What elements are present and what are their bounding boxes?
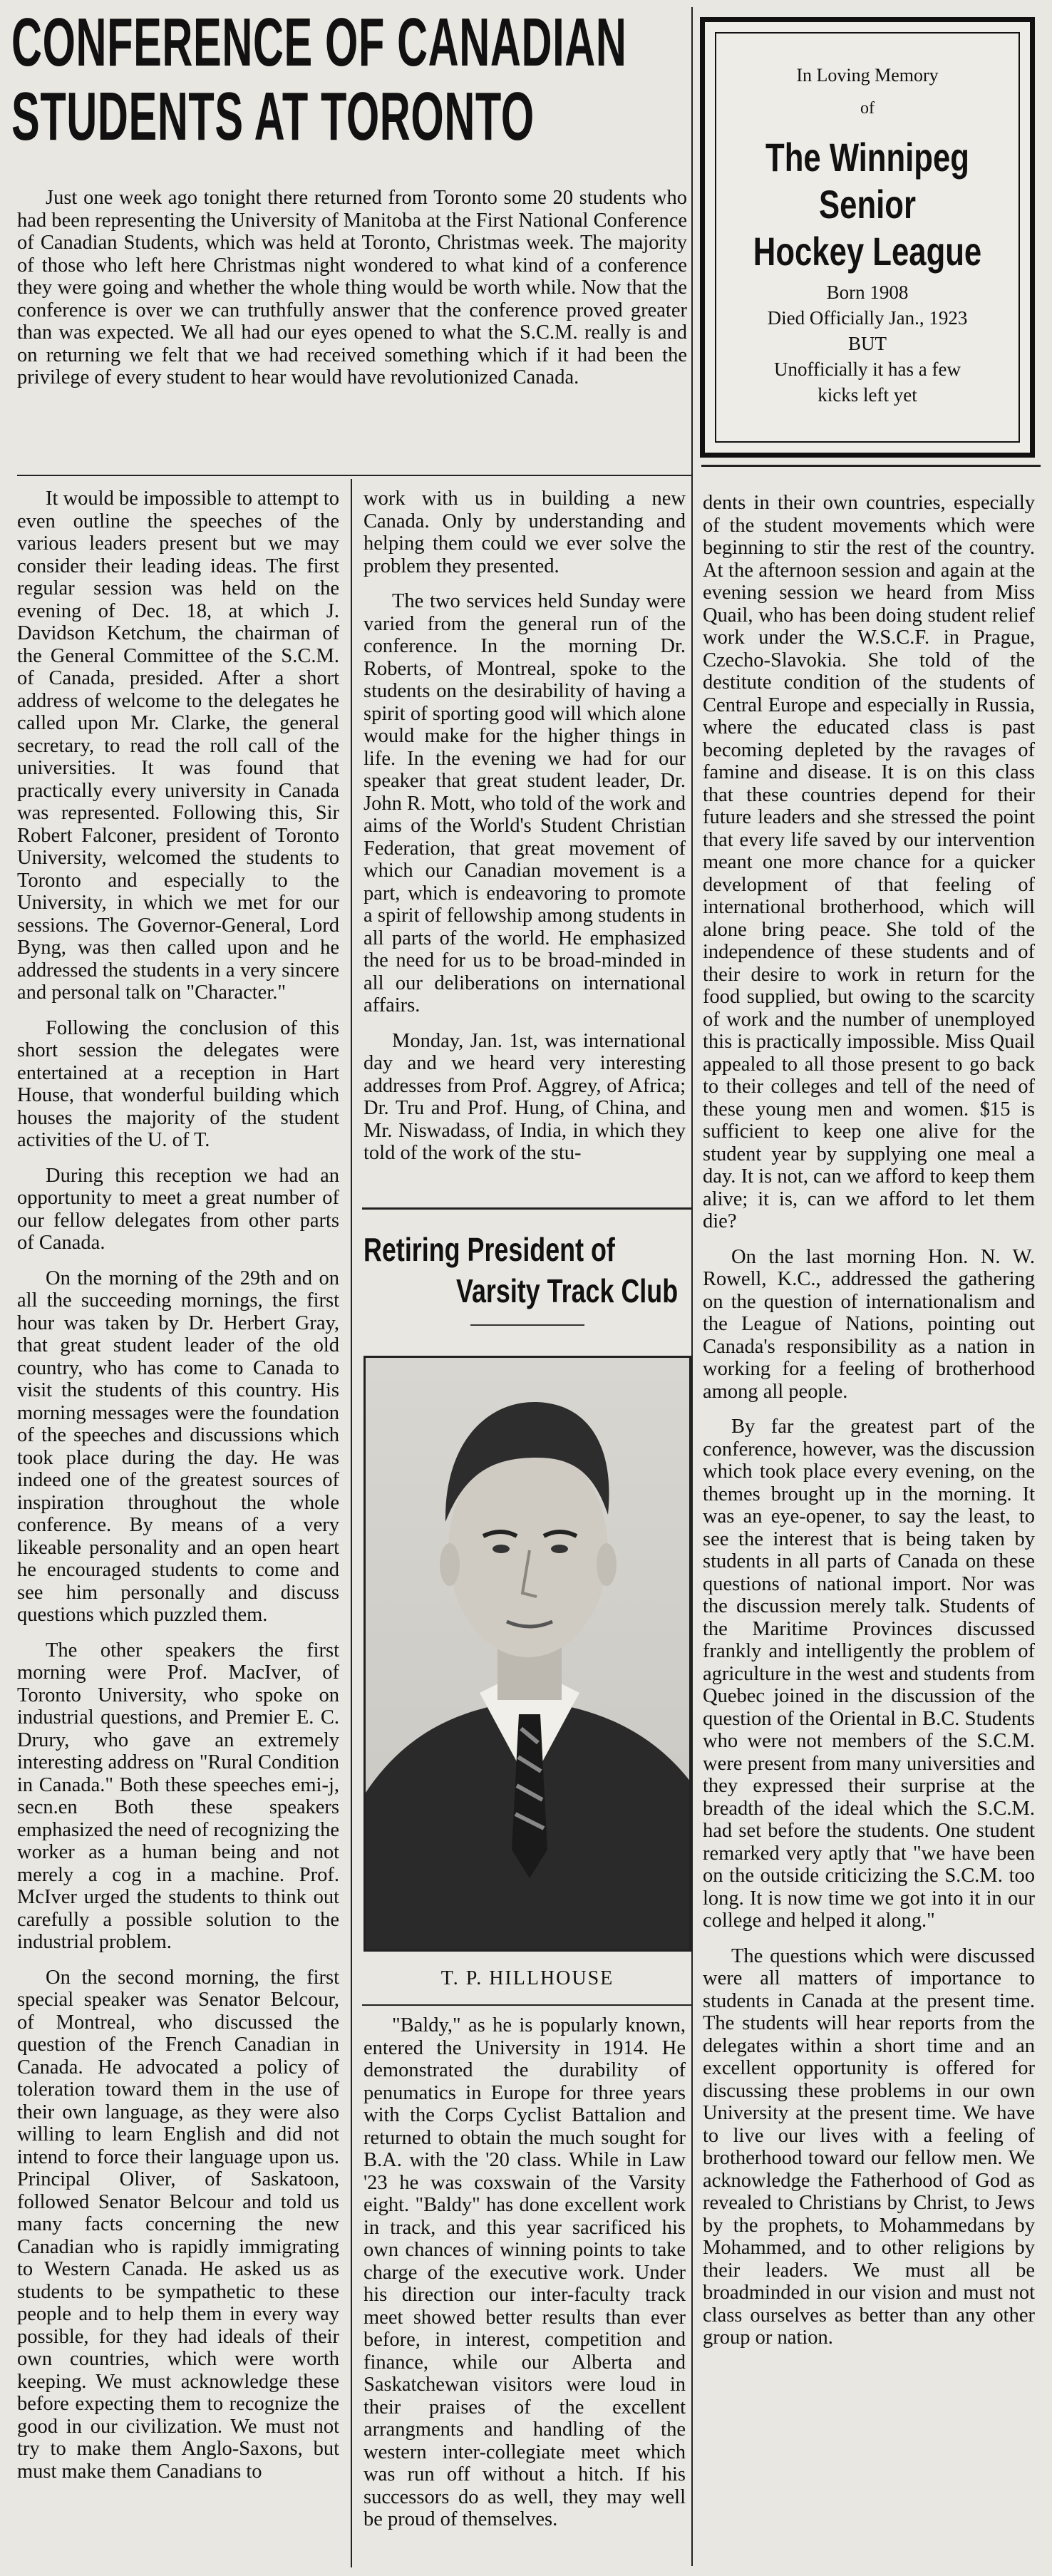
paragraph: It would be impossible to attempt to even outline the speeches of the various leaders present but we may consider their leading ideas. The first regular session was held on the evening of Dec. 18, at which J. Davidson Ketchum, the chairman of the General Committee of the S.C.M. of Canada, presided. After a short address of welcome to the delegates he called upon Mr. Clarke, the general secretary, to read the roll call of the universities. It was found that practically every university in Canada was represented. Following this, Sir Robert Falconer, president of Toronto University, welcomed the students to Toronto and especially to the University, in which we met for our sessions. The Governor-General, Lord Byng, was then called upon and he addressed the students in a very sincere and personal talk on "Character." [17,488,339,1004]
track-section-rule [362,1207,691,1210]
paragraph: The questions which were discussed were all matters of importance to students in Canada at the present time. The students will hear reports from the delegates within a short time and an excellent opportunity is offered for discussing these problems in our own University at the present time. We have to live our lives with a feeling of brotherhood toward our fellow men. We acknowledge the Fatherhood of God as revealed to Christians by Christ, to Jews by the prophets, to Mohammedans by Mohammed, and to other religions by their leaders. We must all be broadminded in our vision and must not class ourselves as better than any other group or nation. [703,1944,1035,2349]
column-2 [363,488,686,1178]
memorial-but: BUT [848,333,887,354]
track-headline-rule [470,1324,584,1326]
headline-line-1: CONFERENCE OF CANADIAN [11,4,627,81]
memorial-unofficial-2: kicks left yet [818,384,917,406]
portrait-caption: T. P. HILLHOUSE [440,1967,614,1989]
lede-paragraph: Just one week ago tonight there returned from Toronto some 20 students who had been representing the University of Manitoba at the First National Conference of Canadian Students, which was held at Toronto, Christmas week. The majority of those who left here Christmas night wondered to what kind of a conference they were going and whether the whole thing would be worth while. Now that the conference is over we can truthfully answer that the conference proved greater than was expected. We all had our eyes opened to what the S.C.M. really is and on returning we felt that we had received something which if it had been the privilege of every student to hear would have revolutionized Canada. [17,187,687,388]
column-rule-vertical [351,479,352,2567]
paragraph: The two services held Sunday were varied from the general run of the conference. In the morning Dr. Roberts, of Montreal, spoke to the students on the desirability of having a spirit of sporting good will which alone would make for the higher things in life. In the evening we had for our speaker that great student leader, Dr. John R. Mott, who told of the work and aims of the World's Student Christian Federation, that great movement of which our Canadian movement is a part, which is endeavoring to promote a spirit of fellowship among students in all parts of the world. He emphasized the need for us to be broad-minded in all our deliberations on international affairs. [363,590,686,1016]
memorial-inner-frame [715,32,1020,443]
paragraph: "Baldy," as he is popularly known, entered the University in 1914. He demonstrated the durability of penumatics in Europe for three years with the Corps Cyclist Battalion and returned to obtain the much sought for B.A. with the '20 class. While in Law '23 he was coxswain of the Varsity eight. "Baldy" has done excellent work in track, and this year sacrificed his own chances of winning points to take charge of the executive work. Under his direction our inter-faculty track meet showed better results than ever before, in interest, competition and finance, while our Alberta and Saskatchewan visitors were loud in their praises of the excellent arrangments and handling of the western inter-collegiate meet which was run off without a hitch. If his successors do as well, they may well be proud of themselves. [363,2014,686,2530]
headline-line-2: STUDENTS AT TORONTO [11,78,535,155]
track-headline-2: Varsity Track Club [456,1272,679,1309]
paragraph: Monday, Jan. 1st, was international day and we heard very interesting addresses from Prof. Aggrey, of Africa; Dr. Tru and Prof. Hung, of China, and Mr. Niswadass, of India, in which they told of the work of the stu- [363,1029,686,1164]
paragraph: During this reception we had an opportunity to meet a great number of our fellow delegates from other parts of Canada. [17,1164,339,1254]
lede-rule [17,475,691,476]
paragraph: dents in their own countries, especially of the student movements which were beginning to stir the rest of the country. At the afternoon session and again at the evening session we heard from Miss Quail, who has been doing student relief work under the W.S.C.F. in Prague, Czecho-Slavokia. She told of the destitute condition of the students of Central Europe and especially in Russia, where the educated class is past becoming depleted by the ravages of famine and disease. It is on this class that these countries depend for their future leaders and she stressed the point that every life saved by our intervention meant one more chance for a quicker development of that feeling of international brotherhood, which will alone bring peace. She told of the independence of these students and of their desire to work in return for the food supplied, but owing to the scarcity of work and the number of unemployed this is practically impossible. Miss Quail appealed to all those present to go back to their colleges and tell of the need of these young men and women. $15 is sufficient to keep one alive for the student year by supplying one meal a day. It is not, can we afford to keep them alive; it is, can we afford to let them die? [703,492,1035,1232]
memorial-born: Born 1908 [826,282,909,303]
paragraph: On the second morning, the first special speaker was Senator Belcour, of Montreal, who discussed the question of the French Canadian in Canada. He advocated a policy of toleration toward them in the use of their own language, as they were also willing to learn English and did not intend to force their language upon us. Principal Oliver, of Saskatoon, followed Senator Belcour and told us many facts concerning the new Canadian who is rapidly immigrating to Western Canada. He asked us as students to be sympathetic to these people and to help them in every way possible, for they had ideals of their own countries, which were worth keeping. We must acknowledge these before expecting them to recognize the good in our civilization. We must not try to make them Anglo-Saxons, but must make them Canadians to [17,1966,339,2483]
paragraph: On the morning of the 29th and on all the succeeding mornings, the first hour was taken by Dr. Herbert Gray, that great student leader of the old country, who has come to Canada to visit the students of this country. His morning messages were the foundation of the speeches and discussions which took place during the day. He was indeed one of the greatest sources of inspiration throughout the whole conference. By means of a very likeable personality and an open heart he encouraged students to come and see him personally and discuss questions which puzzled them. [17,1267,339,1626]
memorial-line-1: In Loving Memory [796,65,939,86]
caption-rule [362,2004,691,2006]
column-1 [17,488,339,2495]
memorial-died: Died Officially Jan., 1923 [767,307,968,329]
memorial-details [716,279,1019,408]
track-headline [363,1229,691,1312]
paragraph: On the last morning Hon. N. W. Rowell, K.C., addressed the gathering on the question of internationalism and the League of Nations, pointing out Canada's responsibility as a nation in working for a feeling of brotherhood among all people. [703,1245,1035,1403]
paragraph: By far the greatest part of the conference, however, was the discussion which took place every evening, on the themes brought up in the morning. It was an eye-opener, to say the least, to see the interest that is being taken by students in all parts of Canada on these questions of national import. Nor was the discussion merely talk. Students of the Maritime Provinces discussed frankly and intelligently the problem of agriculture in the west and students from Quebec joined in the discussion of the question of the Oriental in B.C. Students who were not members of the S.C.M. were present from many universities and they expressed their surprise at the breadth of the ideal which the S.C.M. had set before the students. One student remarked very aptly that "we have been on the outside criticizing the S.C.M. too long. It is now time we got into it in our college and helped it along." [703,1416,1035,1932]
memorial-title-1: The Winnipeg Senior [765,135,969,227]
memorial-title [750,134,986,275]
paragraph: The other speakers the first morning were Prof. MacIver, of Toronto University, who spoke on industrial questions, and Premier E. C. Drury, who gave an extremely interesting address on "Rural Condition in Canada." Both these speeches emi-j, secn.en Both these speakers emphasized the need of recognizing the worker as a human being and not merely a cog in a machine. Prof. McIver urged the students to think out carefully a possible solution to the industrial problem. [17,1639,339,1953]
memorial-unofficial-1: Unofficially it has a few [774,359,961,380]
memorial-title-2: Hockey League [753,229,982,274]
track-headline-1: Retiring President of [363,1231,615,1268]
portrait-illustration [366,1358,691,1952]
paragraph: work with us in building a new Canada. Only by understanding and helping them could we ever solve the problem they presented. [363,488,686,577]
portrait-photo [363,1356,691,1952]
column-rule-vertical [691,7,693,2566]
memorial-line-2: of [860,99,875,118]
headline [11,4,627,155]
paragraph: Following the conclusion of this short session the delegates were entertained at a reception in Hart House, that wonderful building which houses the majority of the student activities of the U. of T. [17,1016,339,1151]
track-article [363,2014,686,2544]
column-3 [703,492,1035,2362]
memorial-box [700,17,1035,458]
memorial-rule [701,465,1041,467]
